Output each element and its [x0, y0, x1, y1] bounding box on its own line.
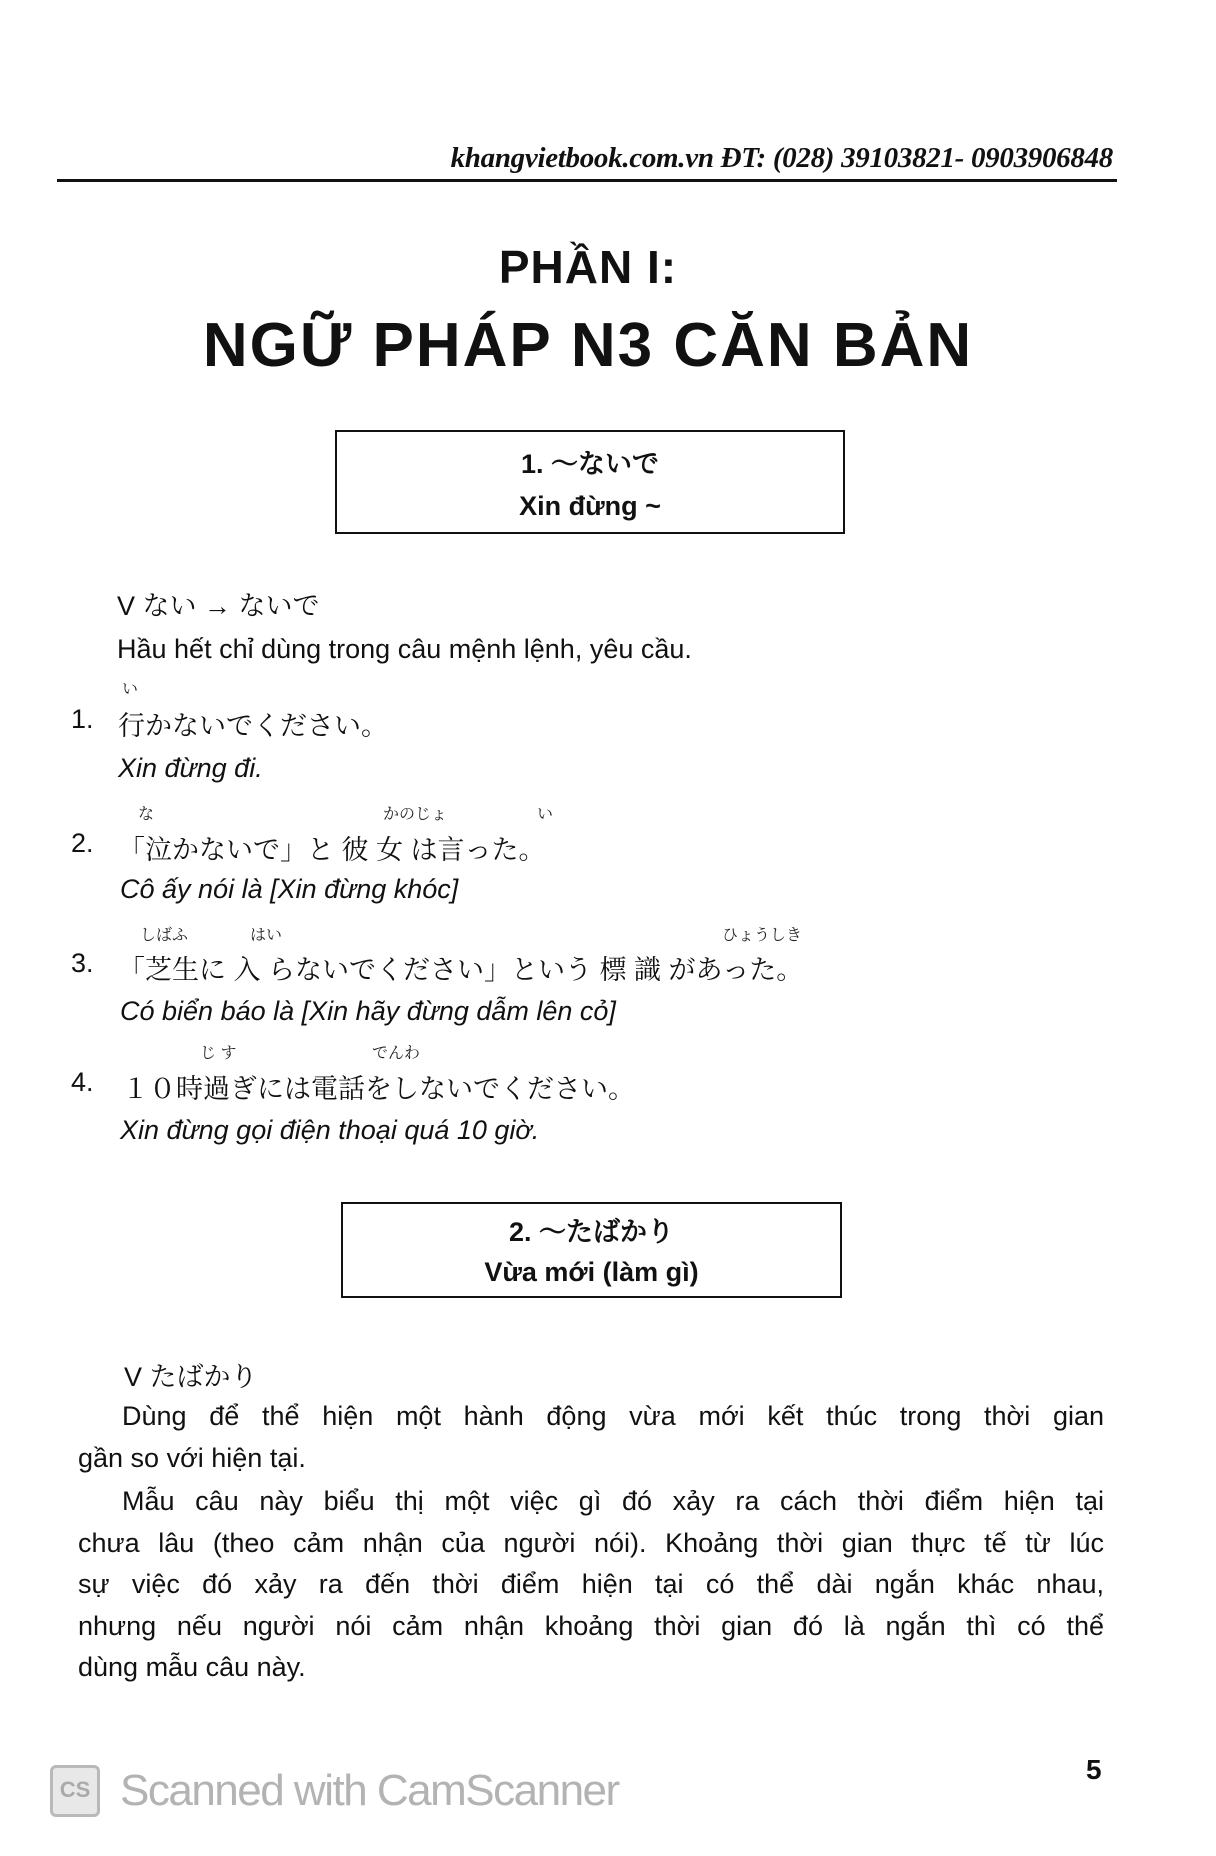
section-2-title: 2. ～たばかり	[508, 1217, 675, 1247]
page-number: 5	[1086, 1754, 1102, 1785]
section-2-paragraph-2	[78, 1481, 1104, 1689]
section-1-formula: V ない → ないで	[117, 591, 320, 621]
part-title: NGỮ PHÁP N3 CĂN BẢN	[202, 311, 974, 380]
part-label: PHẦN I:	[498, 241, 678, 293]
paragraph-line: sự việc đó xảy ra đến thời điểm hiện tại có thể dài ngắn khác nhau,	[78, 1569, 1104, 1599]
camscanner-watermark: Scanned with CamScanner	[120, 1766, 619, 1815]
furigana: じ す	[200, 1045, 237, 1062]
furigana: ひょうしき	[722, 927, 803, 944]
section-1-subtitle: Xin đừng ~	[519, 491, 661, 521]
paragraph-line: chưa lâu (theo cảm nhận của người nói). Khoảng thời gian thực tế từ lúc	[78, 1527, 1104, 1558]
camscanner-logo-icon: CS	[50, 1765, 100, 1817]
example-translation: Xin đừng gọi điện thoại quá 10 giờ.	[120, 1115, 540, 1145]
furigana: でんわ	[372, 1045, 421, 1062]
example-japanese: 行かないでください。	[118, 711, 388, 741]
example-translation: Xin đừng đi.	[118, 753, 263, 783]
furigana: な	[138, 806, 155, 823]
example-number: 2.	[71, 828, 94, 858]
paragraph-line: Dùng để thể hiện một hành động vừa mới kết thúc trong thời gian	[122, 1401, 1104, 1431]
header-contact: khangvietbook.com.vn ĐT: (028) 39103821- 0903906848	[450, 142, 1113, 174]
example-japanese: 「芝生に 入 らないでください」という 標 識 があった。	[118, 955, 804, 985]
section-1-title: 1. ～ないで	[520, 449, 660, 479]
paragraph-line: gần so với hiện tại.	[78, 1442, 306, 1473]
example-japanese: １０時過ぎには電話をしないでください。	[122, 1074, 635, 1104]
furigana: しばふ	[140, 927, 189, 944]
section-1-heading-box	[335, 430, 845, 534]
example-number: 1.	[71, 704, 94, 734]
paragraph-line: Mẫu câu này biểu thị một việc gì đó xảy ra cách thời điểm hiện tại	[122, 1486, 1104, 1516]
section-2-paragraph-1	[78, 1396, 1104, 1479]
section-2-formula: V たばかり	[124, 1362, 258, 1392]
header-divider	[57, 179, 1117, 182]
section-1-note: Hầu hết chỉ dùng trong câu mệnh lệnh, yêu cầu.	[117, 634, 692, 664]
section-2-subtitle: Vừa mới (làm gì)	[484, 1257, 699, 1287]
furigana: い	[122, 681, 139, 698]
example-translation: Có biển báo là [Xin hãy đừng dẫm lên cỏ]	[120, 996, 616, 1026]
paragraph-line: dùng mẫu câu này.	[78, 1652, 306, 1682]
example-number: 4.	[71, 1067, 94, 1097]
section-2-heading-box	[341, 1202, 842, 1298]
furigana: い	[537, 806, 554, 823]
example-number: 3.	[71, 948, 94, 978]
example-japanese: 「泣かないで」と 彼 女 は言った。	[118, 835, 546, 865]
paragraph-line: nhưng nếu người nói cảm nhận khoảng thời gian đó là ngắn thì có thể	[78, 1610, 1104, 1641]
furigana: かのじょ	[383, 806, 448, 823]
example-translation: Cô ấy nói là [Xin đừng khóc]	[120, 874, 459, 904]
furigana: はい	[250, 927, 283, 944]
